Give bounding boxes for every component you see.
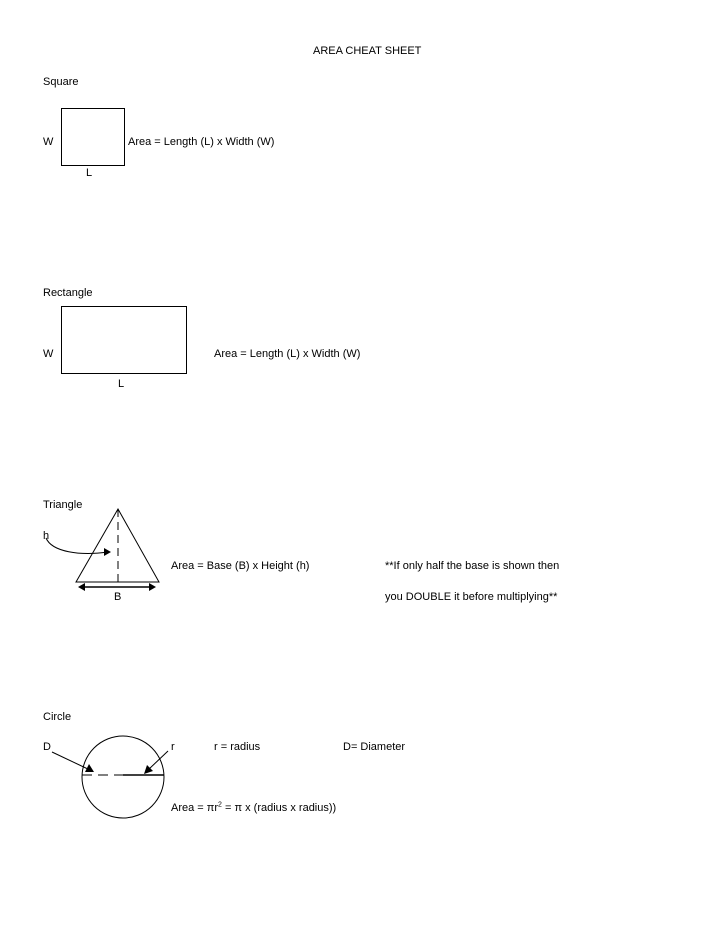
triangle-note-line2: you DOUBLE it before multiplying** (385, 591, 558, 603)
square-width-label: W (43, 136, 54, 148)
square-formula: Area = Length (L) x Width (W) (128, 136, 275, 148)
rectangle-length-label: L (118, 378, 125, 390)
diameter-callout-arrow (52, 752, 90, 770)
diameter-definition: D= Diameter (343, 741, 406, 753)
rectangle-width-label: W (43, 348, 54, 360)
square-length-label: L (86, 167, 93, 179)
radius-callout-arrow (148, 751, 168, 770)
rectangle-heading: Rectangle (43, 287, 93, 299)
circle-heading: Circle (43, 711, 72, 723)
square-heading: Square (43, 76, 79, 88)
circle-formula-exponent: 2 (218, 801, 222, 809)
triangle-heading: Triangle (43, 499, 83, 511)
rectangle-formula: Area = Length (L) x Width (W) (214, 348, 361, 360)
circle-diameter-label: D (43, 741, 51, 753)
circle-formula-suffix: = π x (radius x radius)) (221, 802, 337, 814)
triangle-height-label: h (43, 530, 50, 542)
circle-radius-label: r (171, 741, 175, 753)
circle-formula-prefix: Area = πr (171, 802, 219, 814)
triangle-note-line1: **If only half the base is shown then (385, 560, 560, 572)
triangle-formula: Area = Base (B) x Height (h) (171, 560, 310, 572)
circle-formula (171, 801, 336, 815)
radius-definition: r = radius (214, 741, 261, 753)
page-title: AREA CHEAT SHEET (313, 45, 422, 57)
triangle-base-label: B (114, 591, 122, 603)
circle-shape (82, 736, 164, 818)
